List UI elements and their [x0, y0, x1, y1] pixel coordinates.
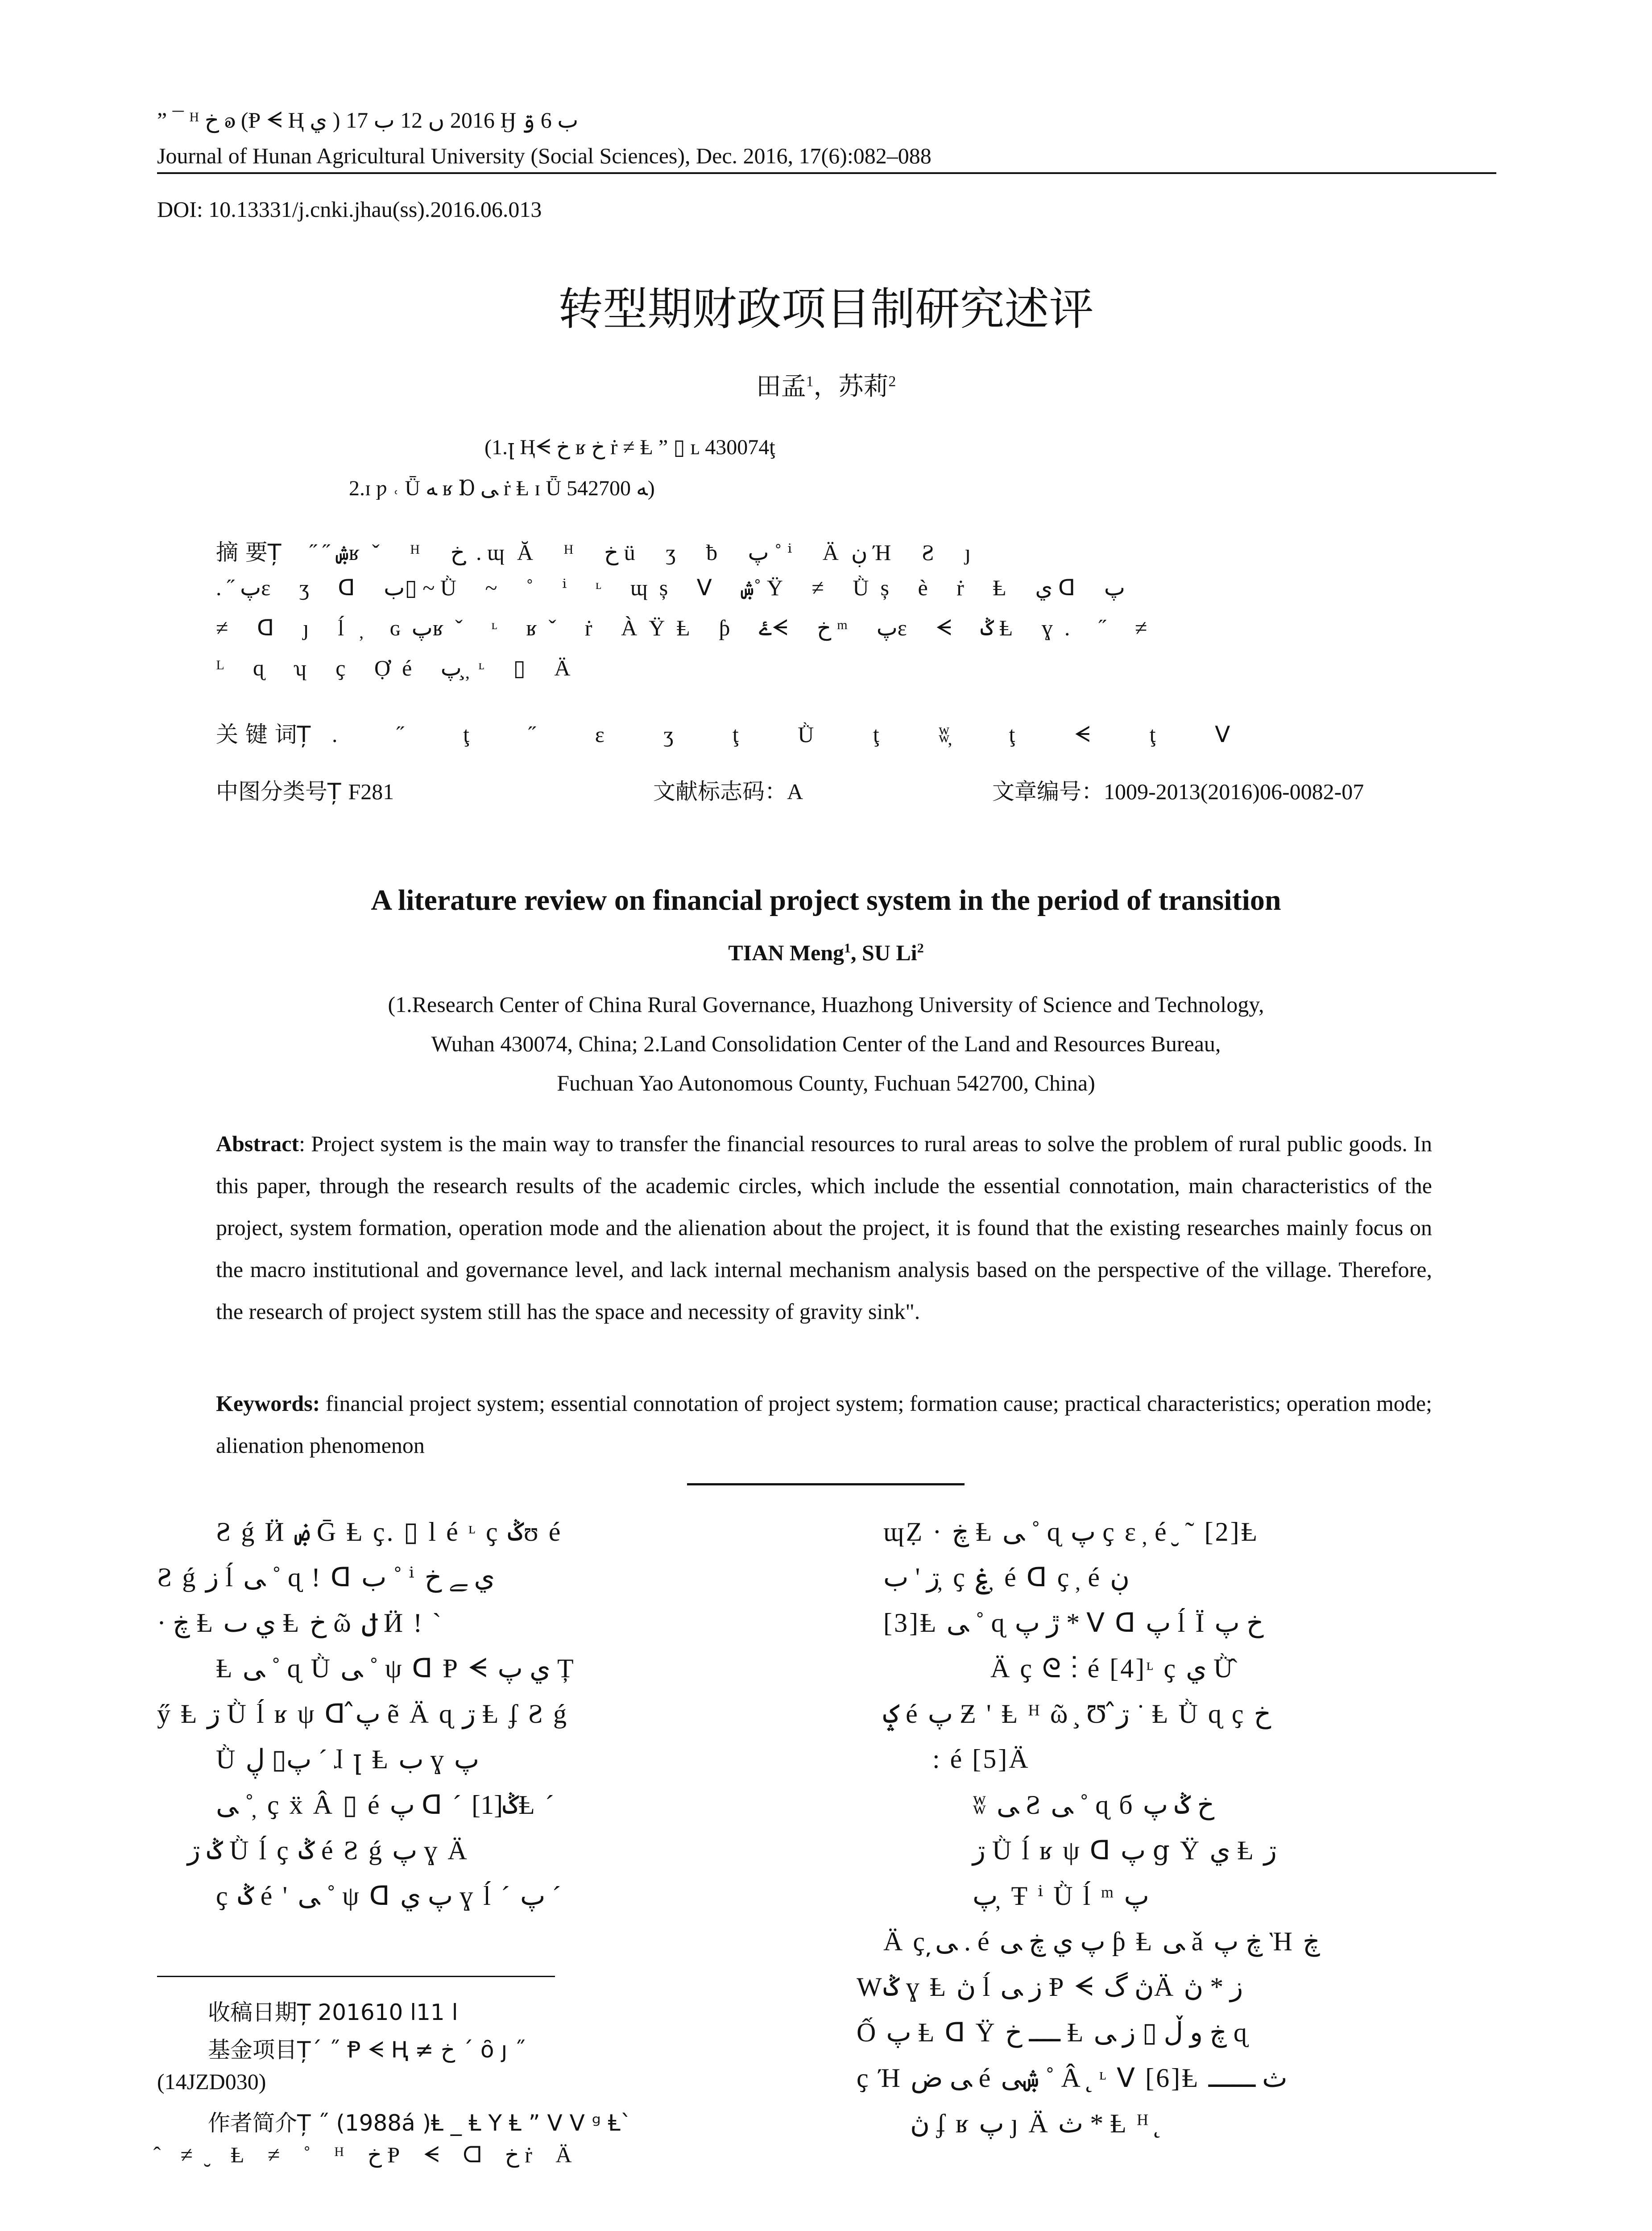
abstract-en-text: : Project system is the main way to transfer the financial resources to rural areas to solve the problem of rural public goods. In this paper, through the research results of the academic circles, which include the essential connotation, main characteristics of the project, system formation, operation mode and the alienation about the project, it is found that the existing researches mainly focus on the macro institutional and governance level, and lack internal mechanism analysis based on the perspective of the village. Therefore, the research of project system still has the space and necessity of gravity sink".	[216, 1131, 1432, 1324]
abstract-cn-label: 摘 要Ț	[216, 539, 282, 565]
body-right-line: ݤ é پ Ƶ ' Ⱡ ᴴ ῶ ̧ Ʊ ڗ̂ ˙ Ⱡ Ǜ ɋ ҫ خ	[883, 1699, 1271, 1729]
article-no-value: 1009-2013(2016)06-0082-07	[1104, 779, 1364, 804]
affiliation-en-line: Fuchuan Yao Autonomous County, Fuchuan 542700, China)	[557, 1070, 1095, 1095]
affiliation-cn-1: (1.ꞁ Ⱨᗕ خ ʁ خ ṙ ≠ Ⱡ ” ▯ ʟ 430074ţ	[484, 435, 775, 459]
abstract-cn-line: ˝ ˝ ۺʁˇ ᴴ خ ̦ . ɰĂ ᴴ خ ü ʒ ƀ پ ˚ ⁱ Äڹ Ή Ƨ ȷ	[310, 540, 984, 565]
body-right-line: ҫ Ή ﻰ ض é ۺﻰ ˚ Â ̨ ᶫ ᐯ [6]Ⱡ ث ــــــ	[857, 2063, 1288, 2093]
author1-en-sup: 1	[844, 941, 851, 956]
abstract-cn-line: ᴸ ɋ ʮ ҫ Ợé پ ̧ ̦ ᶫ ▯ Ä	[216, 655, 582, 680]
abstract-en-label: Abstract	[216, 1131, 299, 1156]
author1-cn-sup: 1	[806, 373, 814, 390]
body-right-line: ڗ Ǜ ĺ ʁ ψ ᗡ پ ց Ÿ ي Ⱡ ڗ	[973, 1836, 1277, 1865]
abstract-cn-row-1	[216, 535, 983, 567]
body-right-line: : é [5]Ä	[932, 1744, 1030, 1774]
article-no-row	[992, 774, 1364, 806]
keywords-cn-label: 关 键 词Ț	[216, 722, 311, 747]
paper-title-cn: 转型期财政项目制研究述评	[558, 283, 1094, 335]
paper-title-en: A literature review on financial project system in the period of transition	[371, 884, 1281, 916]
body-left-line: Ⱡ ﻰ ˚ ɋ Ǜ ﻰ ˚ ψ ᗡ Ᵽ ᗕ ي پ Ț	[216, 1654, 576, 1683]
affiliation-cn-2: 2.ɪ ƿ ˓ Ǖ ﻪ ʁ Ɒ ﻰ ṙ Ⱡ ɪ Ǖ ﻪ 542700)	[349, 477, 655, 500]
keywords-en-text: financial project system; essential connotation of project system; formation cause; practical characteristics; operation mode; alienation phenomenon	[216, 1391, 1432, 1458]
body-right-line: ڽ ʄ ʁ پ ȷ Ä ث * Ⱡ ᴴ ̨	[910, 2109, 1159, 2138]
footnote-received: 收稿日期Ț 2016ﺍ 11ﺍ 10	[208, 1999, 458, 2025]
journal-header-cn: ” ¯ ᴴ خ ꭷ (Ᵽ ᗕ Ⱨ ي ) 2016 ں 12 ب 17 Ӈ ب 6 ۊ	[157, 108, 579, 133]
footnote-author: 作者简介Ț ˝ (1988á )Ⱡ _ Ⱡ Y Ⱡ ” ᐯ ᐯ ᵍ Ⱡ`	[208, 2110, 632, 2136]
author2-en-sup: 2	[917, 941, 924, 956]
body-right-line: ɰẒ · ڿ Ⱡ ﻰ ˚ ɋ پ ҫ ɛ ̦ é ̮ ˜ [2]Ⱡ	[883, 1517, 1259, 1547]
body-right-line: Ố پ Ⱡ ᗡ Ÿ ــــ خ Ⱡ ڿ و ڵ ▯ ز ﻰ ɋ	[857, 2018, 1249, 2047]
body-left-line: ﻰ ˚ ̦ ҫ ẍ Â ▯ é پ ᗡ ˊ ݣ[1]Ⱡ ˊ	[216, 1790, 556, 1820]
body-left-line: · ڿ Ⱡ ي ٮ Ⱡ خ ῶ ݪ Ӥ ! ˋ	[157, 1608, 443, 1638]
body-left-line: ҫ ݣ é ' ﻰ ˚ ψ ᗡ پ ي ɣ ĺ ˊ پ ˊ	[216, 1881, 561, 1911]
body-left-line: Ƨ ǵ Ӥ ۻ Ḡ Ⱡ ҫ. ▯ l é ᶫ ҫ ݣʊ é	[216, 1517, 563, 1547]
header-rule	[157, 172, 1496, 174]
keywords-en-label: Keywords:	[216, 1391, 320, 1416]
body-left-line: Ƨ ǵ ز ĺ ﻰ ˚ ɋ ! ᗡ ب ˚ ⁱ ي ﮯ خ	[157, 1563, 495, 1592]
body-right-line: ڗ ' ب ̦ ҫ ۼ ̦ é ᗡ ҫ ̦ é ڹ	[883, 1563, 1130, 1592]
journal-header-en: Journal of Hunan Agricultural University (Social Sciences), Dec. 2016, 17(6):082–088	[157, 143, 932, 168]
affiliation-en-line: (1.Research Center of China Rural Governance, Huazhong University of Science and Technology,	[388, 992, 1264, 1017]
author1-en: TIAN Meng	[728, 940, 845, 965]
footnote-fund: 基金项目Țˊ ˝ Ᵽ ᗕ Ⱨ ≠ خ ˊ ȏ ȷ ˝	[208, 2037, 526, 2063]
doc-code-label: 文献标志码：	[653, 779, 787, 804]
body-left-line: ӳ Ⱡ ڗ Ǜ ĺ ʁ ψ ᗡ پ̂ ẽ Ä ɋ ڗ Ⱡ ʄ Ƨ ǵ	[157, 1699, 568, 1729]
body-right-line: Wݣ ɣ Ⱡ ڽ ĺ ز ﻰ Ᵽ ᗕ ڽ گÄ ز * ڽ	[857, 1972, 1243, 2002]
clc-row	[216, 774, 394, 806]
doc-code-value: A	[787, 779, 803, 804]
clc-value: F281	[348, 779, 394, 804]
doi: DOI: 10.13331/j.cnki.jhau(ss).2016.06.013	[157, 197, 542, 222]
body-left-line: Ǜ پ▯ ڸ ˊ ɺ ꞁ Ⱡ ب ɣ پ	[216, 1745, 480, 1774]
authors-cn	[0, 367, 1652, 402]
abstract-en	[216, 1123, 1432, 1332]
doc-code-row	[653, 774, 803, 806]
footnote-fund-no: (14JZD030)	[157, 2069, 266, 2094]
author2-en: , SU Li	[851, 940, 917, 965]
clc-label: 中图分类号Ț	[216, 779, 341, 804]
body-right-line: [3]Ⱡ ﻰ ˚ ɋ ڙ پ * ᐯ ᗡ پ ĺ Ï خ پ	[883, 1608, 1264, 1638]
author1-cn: 田孟	[756, 372, 806, 401]
body-right-line: Ä ҫ ﻰ̦ . é پ ي ڿ ﻰ ƥ Ⱡ ﻰ ǎ ڿ پ Ὴ ڿ	[883, 1927, 1320, 1956]
footnote-author-cont: ̂ ≠ ̮ Ⱡ ≠ ˚ ᴴ خ Ᵽ ᗕ ᗡ خ ṙ Ä	[157, 2142, 581, 2167]
section-separator	[687, 1483, 965, 1485]
authors-en	[0, 940, 1652, 966]
author2-cn-sup: 2	[888, 373, 896, 390]
article-no-label: 文章编号：	[992, 779, 1104, 804]
body-left-line: ݣ ڗ Ǜ ĺ ҫ ݣ é Ƨ ǵ پ ɣ Ä	[187, 1836, 469, 1865]
keywords-cn-row	[216, 717, 1257, 749]
body-right-line: Ä ҫ ᘓ ⁝ é [4]ᶫ ҫ ي Ǜ̂	[990, 1654, 1235, 1683]
keywords-cn: . ˝ ţ ˝ ɛ ʒ ţ Ǜ ţ ʬ̦ ţ ᗕ ţ ᐯ	[332, 722, 1257, 747]
author2-cn: ，苏莉	[813, 372, 889, 401]
body-right-line: ʬ ﻰ Ƨ ﻰ ˚ ɋ б خ ݣ پ	[973, 1790, 1215, 1820]
footnote-rule	[157, 1976, 555, 1977]
body-right-line: پ ̦ Ŧ ⁱ Ǜ ĺ ᵐ پ	[973, 1881, 1150, 1911]
abstract-cn-line: . ˝ پɛ ʒ ᗡ ب▯ ~ Ǜ ~ ˚ ⁱ ᶫ ɰș ᐯ ۺ˚ Ÿ ≠ Ǜș è ṙ Ⱡ ي ᗡ پ	[216, 575, 1125, 600]
affiliation-en-line: Wuhan 430074, China; 2.Land Consolidation Center of the Land and Resources Bureau,	[431, 1031, 1221, 1056]
keywords-en	[216, 1382, 1432, 1466]
abstract-cn-line: ≠ ᗡ ȷ ĺ ̦ ɢپʁˇ ᶫ ʁˇ ṙ ÀŸⱠ ƥ ۓᗕ خ ᵐ پɛ ᗕ ݣ Ⱡ ɣ. ˝ ≠	[216, 615, 1159, 640]
